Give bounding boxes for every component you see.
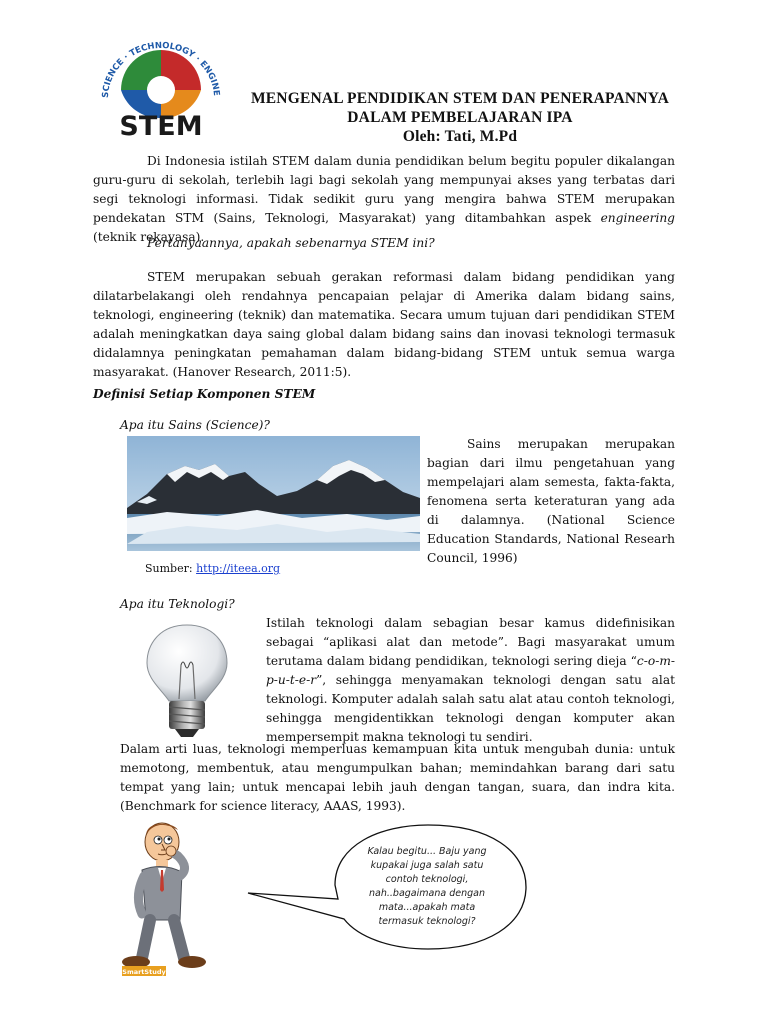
- title-line-2: DALAM PEMBELAJARAN IPA: [347, 109, 573, 126]
- teknologi-text-a: Istilah teknologi dalam sebagian besar kamus didefinisikan sebagai “aplikasi alat dan metode”. Bagi masyarakat umum terutama dalam bidang pendidikan, teknologi sering dieja “: [266, 616, 675, 668]
- title-line-1: MENGENAL PENDIDIKAN STEM DAN PENERAPANNYA: [250, 90, 670, 107]
- source-label: Sumber:: [145, 562, 197, 575]
- speech-bubble-text: Kalau begitu... Baju yang kupakai juga salah satu contoh teknologi, nah..bagaimana dengan mata...apakah mata termasuk teknologi?: [367, 846, 487, 927]
- speech-bubble: [240, 815, 560, 965]
- intro-text-a: Di Indonesia istilah STEM dalam dunia pendidikan belum begitu populer dikalangan guru-guru di sekolah, terlebih lagi bagi sekolah yang mempunyai akses yang terbatas dari segi teknologi informasi. Tidak sedikit guru yang mengira bahwa STEM merupakan pendekatan STM (Sains, Teknologi, Masyarakat) yang ditambahkan aspek: [93, 154, 675, 225]
- document-title: [230, 89, 690, 146]
- sains-text: [427, 435, 675, 568]
- source-link[interactable]: http://iteea.org: [196, 562, 281, 575]
- teknologi-emphasis: c-o-m-p-u-t-e-r: [266, 654, 675, 687]
- smartstudy-badge: SmartStudy: [122, 968, 166, 976]
- mountain-image: [127, 436, 420, 551]
- image-source: [145, 562, 280, 575]
- teknologi-heading: Apa itu Teknologi?: [120, 597, 235, 611]
- teknologi-broad-text: Dalam arti luas, teknologi memperluas kemampuan kita untuk mengubah dunia: untuk memotong, membentuk, atau mengumpulkan bahan; memindahkan barang dari satu tempat yang lain; untuk mencapai lebih jauh dengan tangan, suara, dan indra kita. (Benchmark for science literacy, AAAS, 1993).: [120, 742, 675, 813]
- intro-paragraph: [93, 152, 675, 247]
- logo-text: STEM: [119, 111, 203, 138]
- intro-text-b: (teknik rekayasa).: [93, 230, 205, 244]
- definisi-heading: Definisi Setiap Komponen STEM: [93, 387, 316, 401]
- stem-definition-paragraph: STEM merupakan sebuah gerakan reformasi dalam bidang pendidikan yang dilatarbelakangi oleh rendahnya pencapaian pelajar di Amerika dalam bidang sains, teknologi, engineering (teknik) dan matematika. Secara umum tujuan dari pendidikan STEM adalah meningkatkan daya saing global dalam bidang sains dan inovasi teknologi termasuk didalamnya peningkatan pemahaman dalam bidang-bidang STEM untuk semua warga masyarakat. (Hanover Research, 2011:5).: [93, 270, 675, 379]
- sains-text-body: Sains merupakan merupakan bagian dari ilmu pengetahuan yang mempelajari alam semesta, fakta-fakta, fenomena serta keteraturan yang ada di dalamnya. (National Science Education Standards, National Researh Council, 1996): [427, 437, 675, 565]
- intro-question: Pertanyaannya, apakah sebenarnya STEM ini?: [147, 236, 435, 250]
- thinking-man-cartoon: [118, 820, 228, 980]
- intro-emphasis: engineering: [600, 211, 675, 225]
- title-author: Oleh: Tati, M.Pd: [402, 128, 518, 145]
- light-bulb-image: [119, 619, 255, 739]
- teknologi-text: [266, 614, 675, 747]
- sains-heading: Apa itu Sains (Science)?: [120, 418, 270, 432]
- logo-ring-text: SCIENCE · TECHNOLOGY · ENGINE: [100, 40, 222, 99]
- stem-logo: [96, 38, 226, 138]
- teknologi-text-b: ”, sehingga menyamakan teknologi dengan satu alat teknologi. Komputer adalah salah satu alat atau contoh teknologi, sehingga mengidentikkan teknologi dengan komputer akan mempersempit makna teknologi tu sendiri.: [266, 673, 675, 744]
